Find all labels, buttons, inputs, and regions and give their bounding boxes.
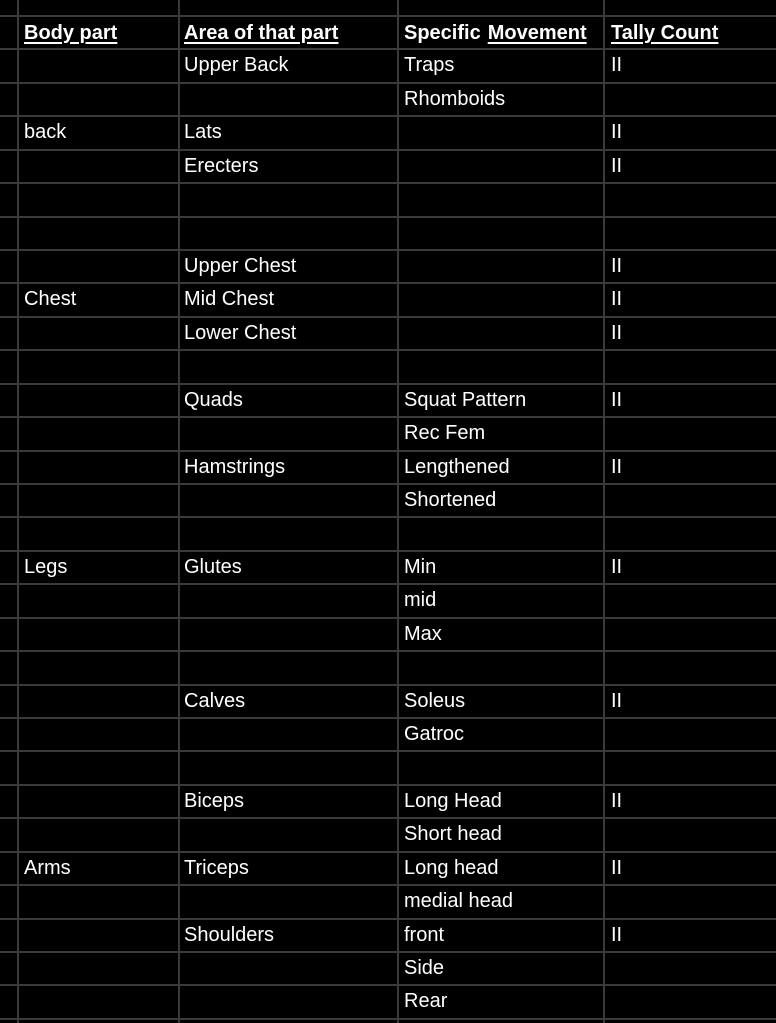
row-divider: [0, 984, 776, 986]
area-cell[interactable]: Biceps: [184, 790, 245, 812]
row-divider: [0, 1018, 776, 1020]
row-divider: [0, 617, 776, 619]
header-movement-word1: Specific: [404, 22, 481, 44]
area-cell[interactable]: Erecters: [184, 155, 259, 177]
row-divider: [0, 817, 776, 819]
header-area-label: Area of that part: [184, 22, 339, 44]
tally-cell[interactable]: II: [611, 690, 623, 712]
movement-cell[interactable]: Rhomboids: [404, 88, 506, 110]
area-cell[interactable]: Hamstrings: [184, 456, 286, 478]
body-part-cell[interactable]: Legs: [24, 556, 68, 578]
area-cell[interactable]: Mid Chest: [184, 288, 275, 310]
row-divider: [0, 650, 776, 652]
row-divider: [0, 516, 776, 518]
movement-cell[interactable]: Long Head: [404, 790, 502, 812]
column-divider: [17, 0, 19, 1023]
header-body-part-label: Body part: [24, 22, 118, 44]
header-area[interactable]: [184, 17, 338, 50]
tally-cell[interactable]: II: [611, 121, 623, 143]
movement-cell[interactable]: Traps: [404, 54, 455, 76]
tally-cell[interactable]: II: [611, 556, 623, 578]
row-divider: [0, 316, 776, 318]
movement-cell[interactable]: mid: [404, 589, 437, 611]
movement-cell[interactable]: Short head: [404, 823, 502, 845]
movement-cell[interactable]: Soleus: [404, 690, 466, 712]
body-part-cell[interactable]: back: [24, 121, 67, 143]
row-divider: [0, 349, 776, 351]
tally-cell[interactable]: II: [611, 54, 623, 76]
row-divider: [0, 784, 776, 786]
movement-cell[interactable]: Squat Pattern: [404, 389, 527, 411]
row-divider: [0, 750, 776, 752]
movement-cell[interactable]: Shortened: [404, 489, 497, 511]
movement-cell[interactable]: Rear: [404, 990, 448, 1012]
movement-cell[interactable]: Max: [404, 623, 442, 645]
row-divider: [0, 115, 776, 117]
tally-cell[interactable]: II: [611, 389, 623, 411]
tally-cell[interactable]: II: [611, 456, 623, 478]
tally-cell[interactable]: II: [611, 924, 623, 946]
tally-cell[interactable]: II: [611, 790, 623, 812]
row-divider: [0, 851, 776, 853]
movement-cell[interactable]: Gatroc: [404, 723, 465, 745]
row-divider: [0, 149, 776, 151]
movement-cell[interactable]: Lengthened: [404, 456, 510, 478]
column-divider: [178, 0, 180, 1023]
movement-cell[interactable]: front: [404, 924, 445, 946]
row-divider: [0, 282, 776, 284]
movement-cell[interactable]: Rec Fem: [404, 422, 486, 444]
tally-cell[interactable]: II: [611, 857, 623, 879]
area-cell[interactable]: Triceps: [184, 857, 249, 879]
row-divider: [0, 717, 776, 719]
area-cell[interactable]: Quads: [184, 389, 243, 411]
header-tally-label: Tally Count: [611, 22, 719, 44]
movement-cell[interactable]: medial head: [404, 890, 513, 912]
header-tally[interactable]: [611, 17, 718, 50]
row-divider: [0, 383, 776, 385]
row-divider: [0, 884, 776, 886]
area-cell[interactable]: Lower Chest: [184, 322, 297, 344]
area-cell[interactable]: Calves: [184, 690, 246, 712]
tally-cell[interactable]: II: [611, 322, 623, 344]
movement-cell[interactable]: Side: [404, 957, 445, 979]
row-divider: [0, 483, 776, 485]
row-divider: [0, 918, 776, 920]
body-part-cell[interactable]: Chest: [24, 288, 77, 310]
row-divider: [0, 684, 776, 686]
area-cell[interactable]: Shoulders: [184, 924, 275, 946]
column-divider: [397, 0, 399, 1023]
row-divider: [0, 249, 776, 251]
tally-cell[interactable]: II: [611, 155, 623, 177]
row-divider: [0, 416, 776, 418]
row-divider: [0, 583, 776, 585]
header-movement[interactable]: [404, 17, 587, 50]
row-divider: [0, 182, 776, 184]
header-body-part[interactable]: [24, 17, 117, 50]
area-cell[interactable]: Upper Chest: [184, 255, 297, 277]
row-divider: [0, 550, 776, 552]
header-movement-word2: Movement: [487, 22, 587, 44]
area-cell[interactable]: Glutes: [184, 556, 242, 578]
row-divider: [0, 951, 776, 953]
column-divider: [603, 0, 605, 1023]
tally-cell[interactable]: II: [611, 255, 623, 277]
movement-cell[interactable]: Min: [404, 556, 437, 578]
movement-cell[interactable]: Long head: [404, 857, 499, 879]
area-cell[interactable]: Upper Back: [184, 54, 289, 76]
row-divider: [0, 216, 776, 218]
area-cell[interactable]: Lats: [184, 121, 222, 143]
body-part-cell[interactable]: Arms: [24, 857, 71, 879]
row-divider: [0, 82, 776, 84]
tally-cell[interactable]: II: [611, 288, 623, 310]
row-divider: [0, 450, 776, 452]
